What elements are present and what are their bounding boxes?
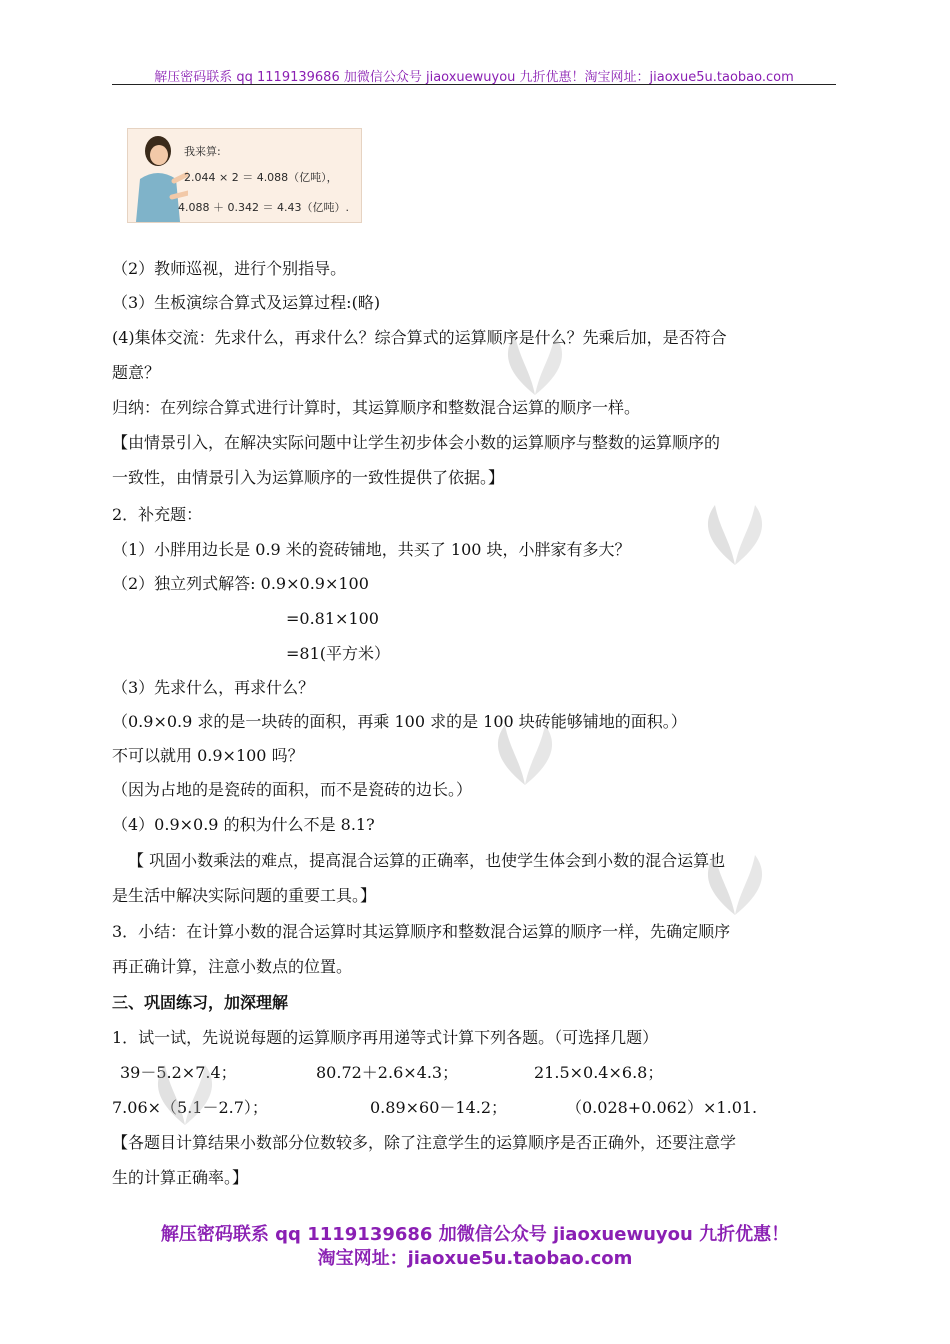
body-line: 【各题目计算结果小数部分位数较多，除了注意学生的运算顺序是否正确外，还要注意学 [112, 1133, 737, 1152]
teacher-illustration [127, 128, 362, 223]
body-line: 题意？ [112, 363, 161, 382]
exercise-item: （0.028+0.062）×1.01. [566, 1098, 758, 1117]
body-line: （4）0.9×0.9 的积为什么不是 8.1? [112, 815, 375, 834]
exercise-item: 39－5.2×7.4； [120, 1063, 237, 1082]
illustration-line2: 4.088 ＋ 0.342 ＝ 4.43（亿吨）. [178, 201, 349, 214]
body-line: 不可以就用 0.9×100 吗？ [112, 746, 304, 765]
exercise-item: 21.5×0.4×6.8； [534, 1063, 664, 1082]
body-line: 3．小结：在计算小数的混合运算时其运算顺序和整数混合运算的顺序一样，先确定顺序 [112, 922, 731, 941]
body-line: （1）小胖用边长是 0.9 米的瓷砖铺地，共买了 100 块，小胖家有多大？ [112, 540, 631, 559]
illustration-title: 我来算: [184, 145, 221, 158]
body-line: 归纳：在列综合算式进行计算时，其运算顺序和整数混合运算的顺序一样。 [112, 398, 641, 417]
body-line: 再正确计算，注意小数点的位置。 [112, 957, 353, 976]
body-line: 【由情景引入，在解决实际问题中让学生初步体会小数的运算顺序与整数的运算顺序的 [112, 433, 721, 452]
body-line: （3）先求什么，再求什么？ [112, 678, 315, 697]
body-line: 2．补充题： [112, 505, 203, 524]
body-line: (4)集体交流：先求什么，再求什么？综合算式的运算顺序是什么？先乘后加，是否符合 [112, 328, 727, 347]
body-line: 生的计算正确率。】 [112, 1168, 249, 1187]
illustration-line1: 2.044 × 2 ＝ 4.088（亿吨）， [184, 171, 338, 184]
body-line: =81(平方米） [286, 644, 391, 663]
body-line: 【 巩固小数乘法的难点，提高混合运算的正确率，也使学生体会到小数的混合运算也 [128, 851, 726, 870]
body-line: 1．试一试，先说说每题的运算顺序再用递等式计算下列各题。（可选择几题） [112, 1028, 659, 1047]
header-divider [112, 84, 836, 85]
exercise-item: 80.72＋2.6×4.3； [316, 1063, 459, 1082]
exercise-item: 0.89×60－14.2； [370, 1098, 508, 1117]
body-line: （2）教师巡视，进行个别指导。 [112, 259, 347, 278]
footer-line1: 解压密码联系 qq 1119139686 加微信公众号 jiaoxuewuyou 九折优惠！ [160, 1224, 790, 1245]
body-line: （因为占地的是瓷砖的面积，而不是瓷砖的边长。） [112, 780, 473, 799]
footer-line2: 淘宝网址：jiaoxue5u.taobao.com [317, 1248, 633, 1269]
body-line: =0.81×100 [286, 609, 379, 628]
body-line: 是生活中解决实际问题的重要工具。】 [112, 886, 377, 905]
body-line: （3）生板演综合算式及运算过程:(略) [112, 293, 381, 312]
exercise-item: 7.06×（5.1－2.7）； [112, 1098, 268, 1117]
body-line: 一致性，由情景引入为运算顺序的一致性提供了依据。】 [112, 468, 505, 487]
body-line: （2）独立列式解答: 0.9×0.9×100 [112, 574, 369, 593]
section-heading: 三、巩固练习，加深理解 [112, 993, 289, 1012]
body-line: （0.9×0.9 求的是一块砖的面积，再乘 100 求的是 100 块砖能够铺地的面积。） [112, 712, 687, 731]
watermark-logo-icon [690, 500, 780, 570]
page-header: 解压密码联系 qq 1119139686 加微信公众号 jiaoxuewuyou 九折优惠！淘宝网址：jiaoxue5u.taobao.com [154, 70, 794, 85]
